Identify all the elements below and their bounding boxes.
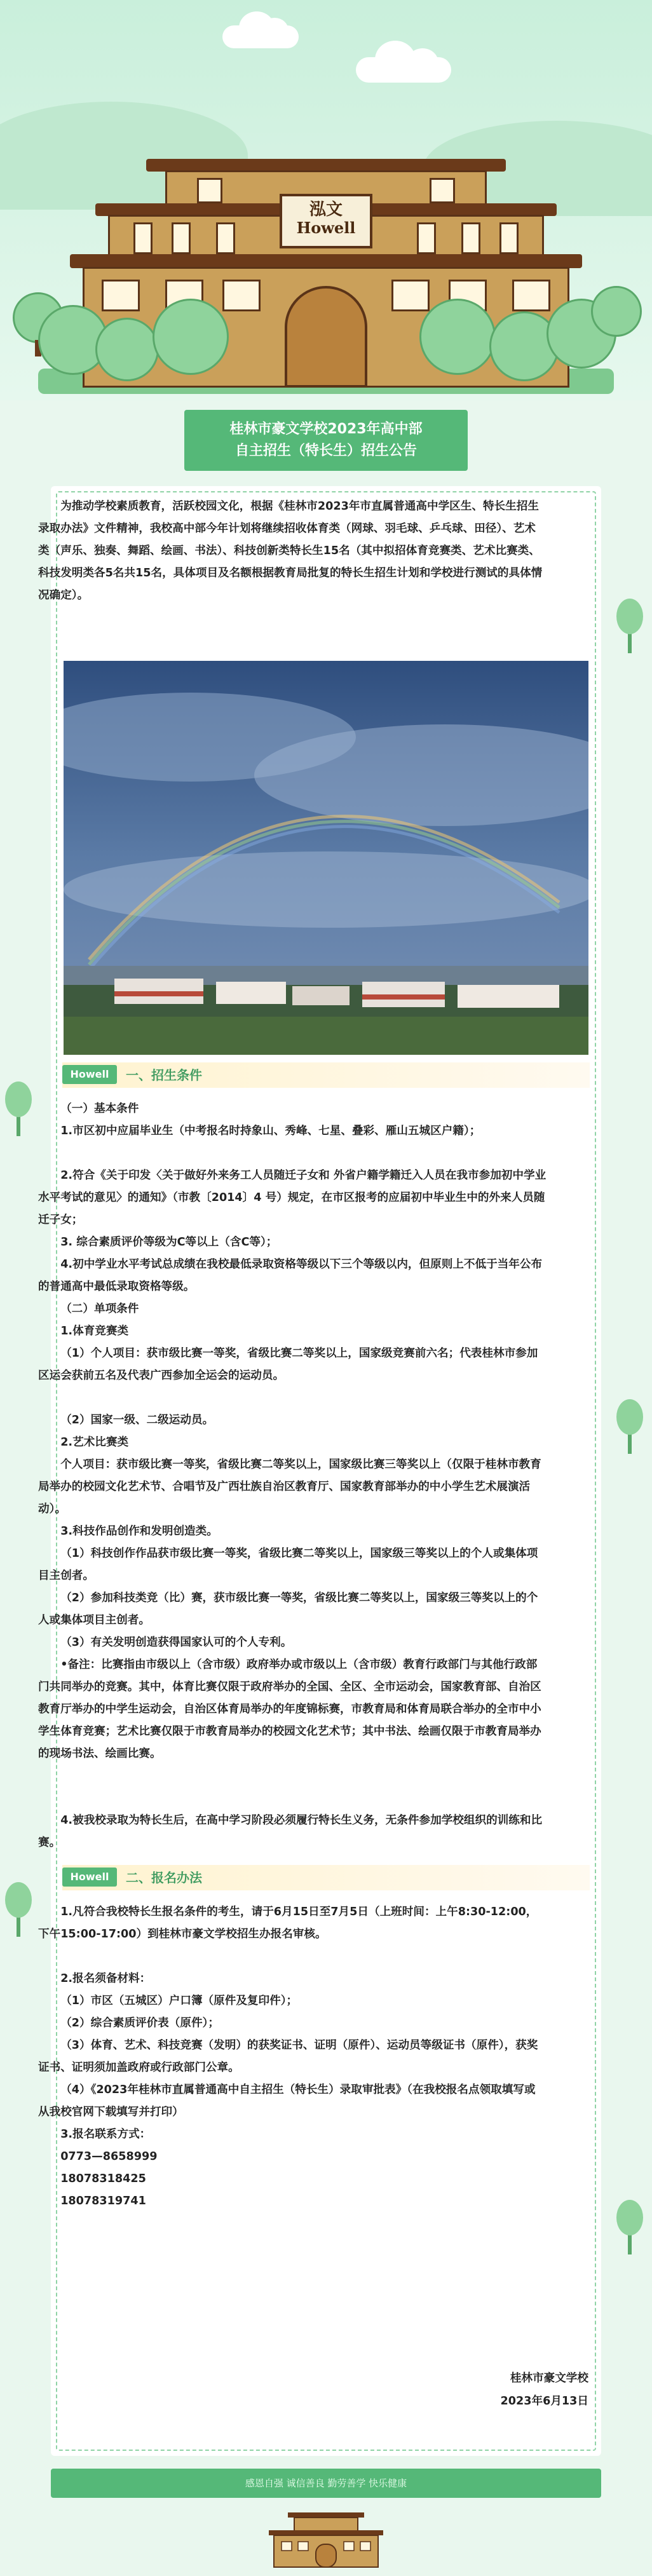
paragraph: 3.报名联系方式：	[60, 2128, 151, 2141]
school-name: 桂林市豪文学校	[510, 2372, 588, 2385]
hero-illustration	[0, 0, 652, 400]
school-sign	[280, 194, 372, 248]
paragraph: （1）市区（五城区）户口簿（原件及复印件）；	[60, 1995, 298, 2007]
gate	[285, 286, 367, 388]
paragraph: 1.市区初中应届毕业生（中考报名时持象山、秀峰、七星、叠彩、雁山五城区户籍）；	[60, 1125, 481, 1137]
page-title	[184, 410, 468, 471]
footer-slogan: 感恩自强 诚信善良 勤劳善学 快乐健康	[51, 2469, 601, 2498]
paragraph: 2.符合《关于印发〈关于做好外来务工人员随迁子女和 外省户籍学籍迁入人员在我市参加初中学业水平考试的意见〉的通知》（市教〔2014〕4 号）规定，在市区报考的应届初中毕业生中的外来人员随迁子女；	[38, 1169, 547, 1226]
signature-block	[381, 2367, 588, 2413]
paragraph: （2）参加科技类竞（比）赛，获市级比赛一等奖，省级比赛二等奖以上，国家级三等奖以上的个人或集体项目主创者。	[38, 1592, 538, 1627]
paragraph: （2）综合素质评价表（原件）；	[60, 2017, 219, 2030]
title-line-2: 自主招生（特长生）招生公告	[234, 443, 417, 459]
tree-icon	[591, 286, 642, 337]
tree-icon	[4, 1881, 33, 1938]
paragraph: （3）有关发明创造获得国家认可的个人专利。	[60, 1636, 292, 1649]
note-paragraph: •备注：比赛指由市级以上（含市级）政府举办或市级以上（含市级）教育行政部门与其他行政部门共同举办的竞赛。其中，体育比赛仅限于政府举办的全国、全区、全市运动会，国家教育部、自治区教育厅举办的中学生运动会，自治区体育局举办的年度锦标赛，市教育局和体育局联合举办的全市中小学生体育竞赛；艺术比赛仅限于市教育局举办的校园文化艺术节；其中书法、绘画仅限于市教育局举办的现场书法、绘画比赛。	[38, 1658, 541, 1760]
section-title: 一、招生条件	[126, 1068, 202, 1083]
paragraph: （2）国家一级、二级运动员。	[60, 1414, 214, 1427]
intro-paragraph: 为推动学校素质教育，活跃校园文化，根据《桂林市2023年市直属普通高中学区生、特长生招生录取办法》文件精神，我校高中部今年计划将继续招收体育类（网球、羽毛球、乒乓球、田径）、艺术类（声乐、独奏、舞蹈、绘画、书法）、科技创新类特长生15名（其中拟招体育竞赛类、艺术比赛类、科技发明类各5名共15名，具体项目及名额根据教育局批复的特长生招生计划和学校进行测试的具体情况确定）。	[38, 500, 543, 602]
mini-building-icon	[262, 2510, 390, 2568]
paragraph: 1.凡符合我校特长生报名条件的考生，请于6月15日至7月5日（上班时间：上午8:30-12:00，下午15:00-17:00）到桂林市豪文学校招生办报名审核。	[38, 1906, 538, 1941]
paragraph: 4.被我校录取为特长生后，在高中学习阶段必须履行特长生义务，无条件参加学校组织的训练和比赛。	[38, 1814, 543, 1849]
tree-icon	[419, 299, 496, 375]
paragraph: （1）个人项目：获市级比赛一等奖，省级比赛二等奖以上，国家级竞赛前六名；代表桂林市参加区运会获前五名及代表广西参加全运会的运动员。	[38, 1347, 538, 1382]
cloud-icon	[222, 25, 299, 48]
sub-heading: （一）基本条件	[60, 1102, 139, 1115]
paragraph: 2.艺术比赛类	[60, 1436, 129, 1449]
howell-tag: Howell	[62, 1868, 117, 1887]
phone-number: 0773—8658999	[60, 2150, 158, 2163]
paragraph: （4）《2023年桂林市直属普通高中自主招生（特长生）录取审批表》（在我校报名点领取填写或从我校官网下载填写并打印）	[38, 2084, 536, 2118]
paragraph: （1）科技创作作品获市级比赛一等奖，省级比赛二等奖以上，国家级三等奖以上的个人或集体项目主创者。	[38, 1547, 538, 1582]
paragraph: 4.初中学业水平考试总成绩在我校最低录取资格等级以下三个等级以内，但原则上不低于当年公布的普通高中最低录取资格等级。	[38, 1258, 543, 1293]
paragraph: 3.科技作品创作和发明创造类。	[60, 1525, 218, 1538]
howell-tag: Howell	[62, 1065, 117, 1084]
paragraph: 1.体育竞赛类	[60, 1325, 129, 1338]
tree-icon	[4, 1080, 33, 1137]
paragraph: 2.报名须备材料：	[60, 1972, 151, 1985]
paragraph: （3）体育、艺术、科技竞赛（发明）的获奖证书、证明（原件）、运动员等级证书（原件），获奖证书、证明须加盖政府或行政部门公章。	[38, 2039, 538, 2074]
tree-icon	[615, 2199, 644, 2256]
tree-icon	[153, 299, 229, 375]
section-header-conditions	[62, 1062, 590, 1088]
title-line-1: 桂林市豪文学校2023年高中部	[229, 421, 423, 437]
sub-heading: （二）单项条件	[60, 1303, 139, 1315]
section-title: 二、报名办法	[126, 1870, 202, 1885]
section-header-registration	[62, 1865, 590, 1890]
campus-rainbow-photo	[64, 661, 588, 1055]
phone-number: 18078318425	[60, 2173, 146, 2185]
tree-icon	[615, 597, 644, 654]
notice-date: 2023年6月13日	[500, 2395, 588, 2408]
sign-chinese: 泓文	[309, 200, 343, 219]
paragraph: 个人项目：获市级比赛一等奖，省级比赛二等奖以上，国家级比赛三等奖以上（仅限于桂林市教育局举办的校园文化艺术节、合唱节及广西壮族自治区教育厅、国家教育部举办的中小学生艺术展演活动）。	[38, 1458, 541, 1515]
tree-icon	[95, 318, 159, 381]
sign-english: Howell	[296, 219, 356, 237]
cloud-icon	[356, 57, 451, 83]
tree-icon	[615, 1398, 644, 1455]
paragraph: 3. 综合素质评价等级为C等以上（含C等）；	[60, 1236, 278, 1249]
phone-number: 18078319741	[60, 2195, 146, 2207]
